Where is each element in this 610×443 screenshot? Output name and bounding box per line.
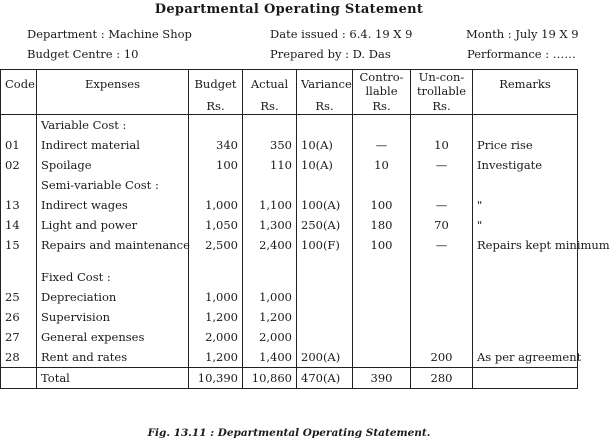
header-actual: Actual [243, 70, 297, 99]
row-remarks: " [473, 215, 578, 235]
row-remarks: Repairs kept minimum [473, 235, 578, 267]
row-controllable: 100 [353, 235, 411, 267]
row-code: 26 [1, 307, 37, 327]
row-code: 02 [1, 155, 37, 175]
row-budget: 1,050 [189, 215, 243, 235]
table-row [1, 135, 578, 155]
table-row [1, 287, 578, 307]
header-uncontrollable [411, 70, 473, 99]
statement-title: Departmental Operating Statement [154, 2, 424, 17]
row-actual: 1,300 [243, 215, 297, 235]
row-uncontrollable [411, 287, 473, 307]
row-actual: 1,100 [243, 195, 297, 215]
row-expense: Depreciation [37, 287, 189, 307]
total-label: Total [37, 368, 189, 389]
section-row-variable [1, 115, 578, 136]
total-remarks [473, 368, 578, 389]
unit-uncontrollable: Rs. [411, 98, 473, 115]
row-variance: 100(A) [297, 195, 353, 215]
row-actual: 110 [243, 155, 297, 175]
row-budget: 2,000 [189, 327, 243, 347]
table-row [1, 327, 578, 347]
row-uncontrollable: — [411, 155, 473, 175]
row-remarks: " [473, 195, 578, 215]
table-row [1, 155, 578, 175]
header-uncontrollable-line2: trollable [416, 84, 467, 98]
row-expense: Light and power [37, 215, 189, 235]
row-expense: Indirect material [37, 135, 189, 155]
row-variance [297, 287, 353, 307]
row-code: 15 [1, 235, 37, 267]
row-uncontrollable: 200 [411, 347, 473, 368]
row-remarks [473, 307, 578, 327]
row-code: 14 [1, 215, 37, 235]
table-row [1, 195, 578, 215]
total-uncontrollable: 280 [411, 368, 473, 389]
row-controllable: 180 [353, 215, 411, 235]
row-controllable [353, 347, 411, 368]
table-row [1, 347, 578, 368]
unit-controllable: Rs. [353, 98, 411, 115]
total-budget: 10,390 [189, 368, 243, 389]
row-uncontrollable: — [411, 195, 473, 215]
row-expense: Rent and rates [37, 347, 189, 368]
units-row [1, 98, 578, 115]
date-issued-label: Date issued : 6.4. 19 X 9 [270, 27, 413, 41]
total-actual: 10,860 [243, 368, 297, 389]
row-controllable [353, 287, 411, 307]
section-row-fixed [1, 267, 578, 287]
row-uncontrollable: 70 [411, 215, 473, 235]
total-code [1, 368, 37, 389]
row-remarks: Investigate [473, 155, 578, 175]
row-expense: Indirect wages [37, 195, 189, 215]
row-actual: 350 [243, 135, 297, 155]
header-remarks: Remarks [473, 70, 578, 99]
total-variance: 470(A) [297, 368, 353, 389]
row-expense: General expenses [37, 327, 189, 347]
row-variance: 100(F) [297, 235, 353, 267]
budget-centre-label: Budget Centre : 10 [27, 47, 139, 61]
header-controllable [353, 70, 411, 99]
row-expense: Spoilage [37, 155, 189, 175]
row-variance [297, 307, 353, 327]
row-remarks: Price rise [473, 135, 578, 155]
figure-caption: Fig. 13.11 : Departmental Operating Statement. [147, 427, 431, 439]
row-actual: 2,000 [243, 327, 297, 347]
row-uncontrollable: 10 [411, 135, 473, 155]
section-label: Fixed Cost : [37, 267, 189, 287]
performance-label: Performance : …… [467, 47, 576, 61]
row-uncontrollable: — [411, 235, 473, 267]
header-expenses: Expenses [37, 70, 189, 99]
row-code: 13 [1, 195, 37, 215]
prepared-by-label: Prepared by : D. Das [270, 47, 391, 61]
header-uncontrollable-line1: Un-con- [418, 70, 465, 84]
row-budget: 1,200 [189, 307, 243, 327]
row-remarks [473, 327, 578, 347]
header-code: Code [1, 70, 37, 99]
row-budget: 1,200 [189, 347, 243, 368]
row-code: 01 [1, 135, 37, 155]
row-variance [297, 327, 353, 347]
operating-statement-table [0, 69, 610, 389]
header-budget: Budget [189, 70, 243, 99]
row-controllable: — [353, 135, 411, 155]
table-row [1, 235, 578, 267]
total-row [1, 368, 578, 389]
row-remarks: As per agreement [473, 347, 578, 368]
unit-variance: Rs. [297, 98, 353, 115]
row-actual: 2,400 [243, 235, 297, 267]
row-budget: 340 [189, 135, 243, 155]
row-actual: 1,400 [243, 347, 297, 368]
row-controllable: 100 [353, 195, 411, 215]
row-controllable [353, 307, 411, 327]
row-variance: 10(A) [297, 155, 353, 175]
row-uncontrollable [411, 307, 473, 327]
row-code: 27 [1, 327, 37, 347]
row-variance: 10(A) [297, 135, 353, 155]
row-code: 25 [1, 287, 37, 307]
row-controllable [353, 327, 411, 347]
row-expense: Repairs and maintenance [37, 235, 189, 267]
header-variance: Variance [297, 70, 353, 99]
row-variance: 250(A) [297, 215, 353, 235]
department-label: Department : Machine Shop [27, 27, 192, 41]
row-expense: Supervision [37, 307, 189, 327]
header-controllable-line1: Contro- [359, 70, 404, 84]
row-controllable: 10 [353, 155, 411, 175]
row-budget: 1,000 [189, 287, 243, 307]
row-remarks [473, 287, 578, 307]
header-row [1, 70, 578, 99]
row-budget: 100 [189, 155, 243, 175]
month-label: Month : July 19 X 9 [466, 27, 579, 41]
row-actual: 1,200 [243, 307, 297, 327]
row-variance: 200(A) [297, 347, 353, 368]
total-controllable: 390 [353, 368, 411, 389]
section-label: Variable Cost : [37, 115, 189, 136]
row-actual: 1,000 [243, 287, 297, 307]
table-row [1, 215, 578, 235]
row-budget: 2,500 [189, 235, 243, 267]
section-label: Semi-variable Cost : [37, 175, 189, 195]
row-uncontrollable [411, 327, 473, 347]
row-code: 28 [1, 347, 37, 368]
unit-budget: Rs. [189, 98, 243, 115]
header-controllable-line2: llable [365, 84, 398, 98]
row-budget: 1,000 [189, 195, 243, 215]
table-row [1, 307, 578, 327]
section-row-semi-variable [1, 175, 578, 195]
unit-actual: Rs. [243, 98, 297, 115]
